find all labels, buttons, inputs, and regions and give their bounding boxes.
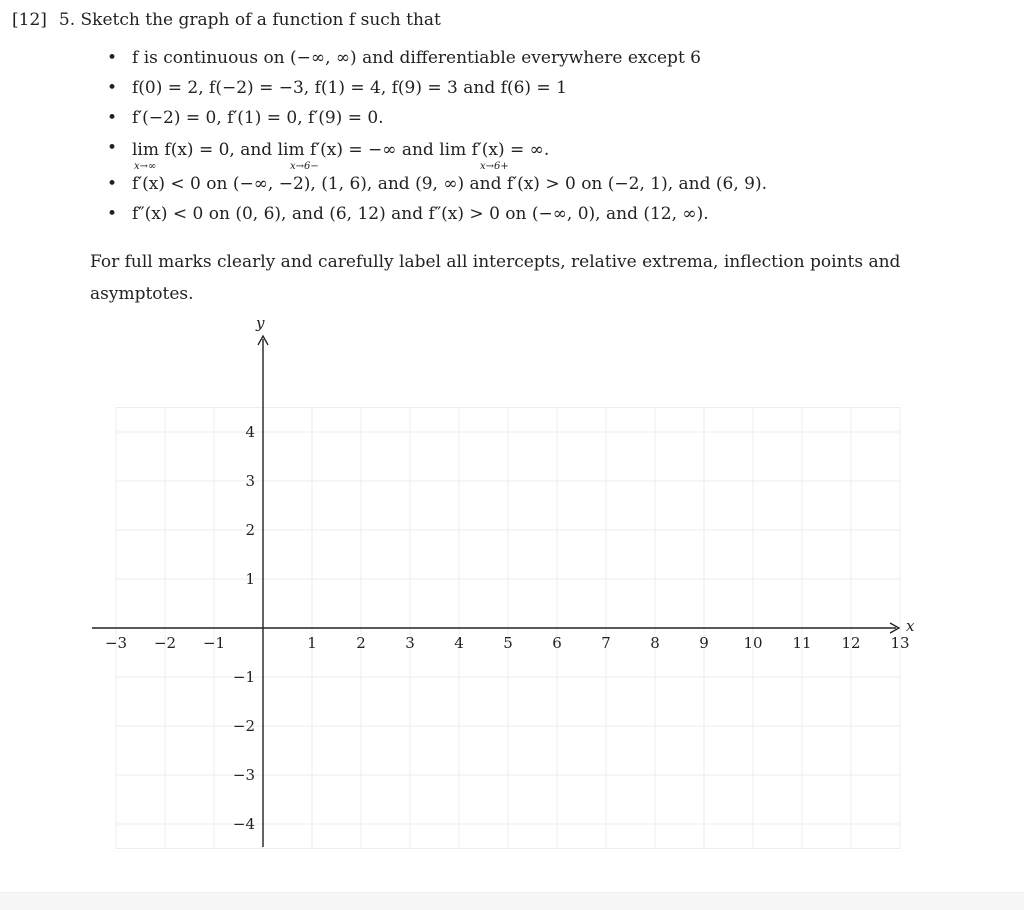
x-tick-label: 7: [601, 634, 611, 652]
x-tick-label: 8: [650, 634, 660, 652]
x-tick-label: 3: [405, 634, 415, 652]
x-axis-label: x: [906, 617, 915, 635]
condition-text: f″(x) < 0 on (0, 6), and (6, 12) and f″(x) > 0 on (−∞, 0), and (12, ∞).: [132, 204, 709, 224]
y-tick-label: 3: [245, 472, 255, 490]
tick-labels: [105, 314, 915, 833]
axes: [92, 336, 899, 847]
x-tick-label: −3: [104, 634, 128, 652]
question-title: 5. Sketch the graph of a function f such that: [58, 10, 441, 30]
x-tick-label: 10: [743, 634, 763, 652]
x-tick-label: 5: [503, 634, 513, 652]
y-tick-label: −1: [232, 668, 255, 686]
x-tick-label: 6: [552, 634, 562, 652]
condition-text: f(0) = 2, f(−2) = −3, f(1) = 4, f(9) = 3 and f(6) = 1: [132, 78, 567, 98]
limit-subscript: x→∞: [134, 161, 157, 172]
coordinate-grid[interactable]: [0, 300, 1024, 860]
y-tick-label: −2: [232, 717, 255, 735]
limit-subscript: x→6−: [290, 161, 319, 172]
y-tick-label: −4: [232, 815, 255, 833]
y-tick-label: 2: [245, 521, 255, 539]
y-axis-label: y: [256, 314, 265, 332]
y-tick-label: −3: [232, 766, 255, 784]
x-tick-label: 2: [356, 634, 366, 652]
instructions-text: For full marks clearly and carefully label all intercepts, relative extrema, inflection points and asymptotes.: [90, 252, 901, 304]
limit-subscript: x→6+: [480, 161, 509, 172]
condition-text: lim f(x) = 0, and lim f′(x) = −∞ and lim f′(x) = ∞.: [132, 140, 550, 160]
y-tick-label: 1: [245, 570, 255, 588]
condition-text: f′(−2) = 0, f′(1) = 0, f′(9) = 0.: [132, 108, 384, 128]
x-tick-label: 4: [454, 634, 464, 652]
question-marks: [12]: [12, 10, 47, 30]
question-header: [12, 10, 441, 30]
x-tick-label: 12: [841, 634, 861, 652]
condition-text: f is continuous on (−∞, ∞) and differentiable everywhere except 6: [132, 48, 701, 68]
x-tick-label: 11: [792, 634, 812, 652]
footer-bar: [0, 892, 1024, 910]
x-tick-label: 13: [890, 634, 910, 652]
x-tick-label: −2: [153, 634, 177, 652]
x-tick-label: 1: [307, 634, 317, 652]
x-tick-label: −1: [202, 634, 226, 652]
x-tick-label: 9: [699, 634, 709, 652]
condition-text: f′(x) < 0 on (−∞, −2), (1, 6), and (9, ∞) and f′(x) > 0 on (−2, 1), and (6, 9).: [132, 174, 768, 194]
y-tick-label: 4: [245, 423, 255, 441]
